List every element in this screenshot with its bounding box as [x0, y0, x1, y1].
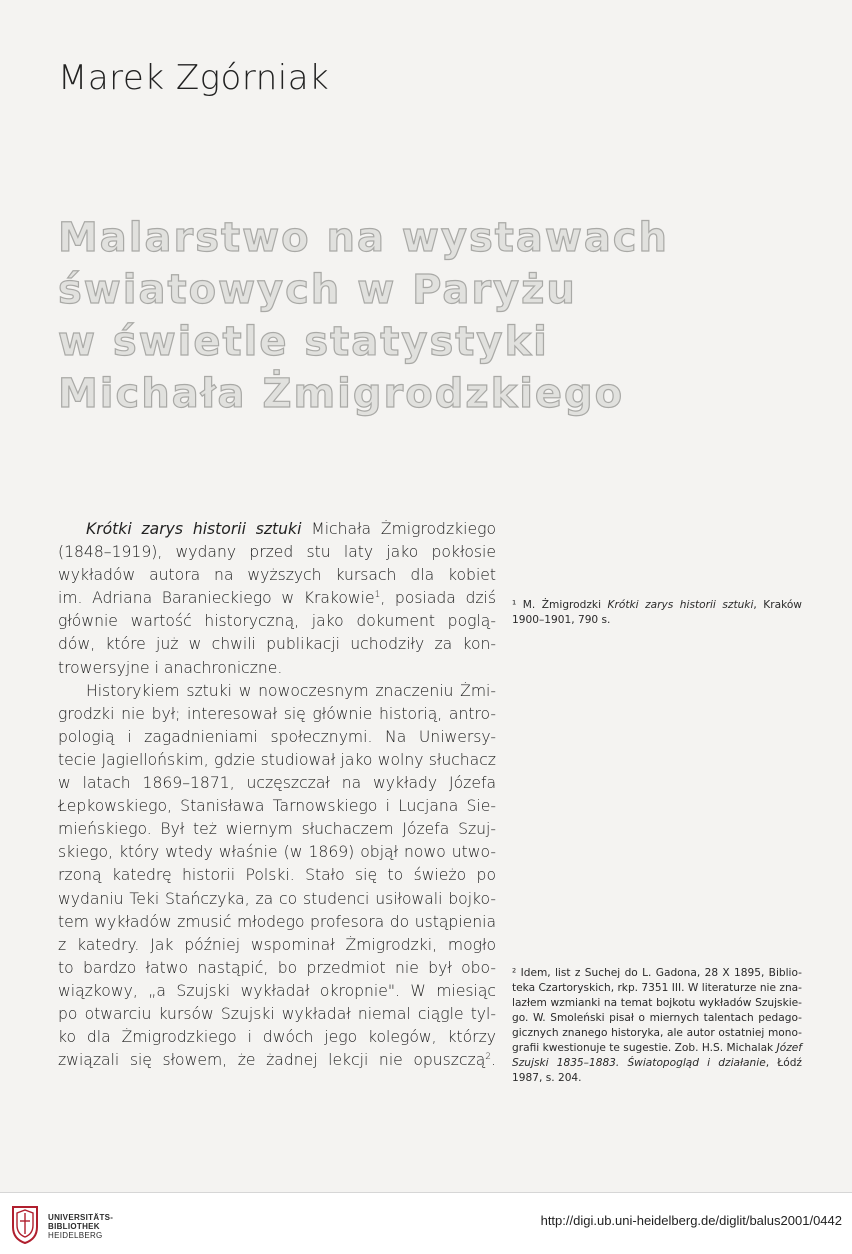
title-line: w świetle statystyki	[58, 319, 549, 365]
text-line: wydaniu Teki Stańczyka, za co studenci usiłowali bojko-	[58, 889, 496, 908]
text-line: tem wykładów zmusić młodego profesora do ustąpienia	[58, 912, 496, 931]
article-title	[58, 212, 698, 420]
text-fragment: .	[491, 1051, 496, 1070]
author-name: Marek Zgórniak	[58, 58, 330, 98]
book-title: Krótki zarys historii sztuki	[86, 520, 302, 538]
text-line: wiązkowy, „a Szujski wykładał okropnie". W miesiąc	[58, 981, 496, 1000]
main-text	[58, 518, 496, 1072]
book-title: Józef	[773, 1042, 802, 1054]
text-line: trowersyjne i anachroniczne.	[58, 658, 283, 677]
text-line	[58, 587, 496, 610]
footnote-line: lazłem wzmianki na temat bojkotu wykładów Szujskie-	[512, 997, 802, 1009]
book-title: Krótki zarys historii sztuki	[607, 599, 754, 611]
footnote-line: gicznych znanego historyka, ale autor ostatniej mono-	[512, 1027, 802, 1039]
text-line: grodzki nie był; interesował się głównie historią, antro-	[58, 704, 496, 723]
footnote-line: 1900–1901, 790 s.	[512, 614, 611, 626]
university-seal-icon	[10, 1203, 40, 1245]
text-line: skiego, który wtedy właśnie (w 1869) objął nowo utwo-	[58, 843, 496, 862]
text-fragment: im. Adriana Baranieckiego w Krakowie	[58, 589, 375, 608]
footnote-ref-1[interactable]: 1	[374, 590, 381, 601]
text-fragment: , Łódź	[765, 1057, 802, 1069]
text-line	[58, 518, 496, 541]
text-line: pologią i zagadnieniami społecznymi. Na Uniwersy-	[58, 727, 496, 746]
text-line: tecie Jagiellońskim, gdzie studiował jako wolny słuchacz	[58, 750, 496, 769]
text-line: ko dla Żmigrodzkiego i dwóch jego kolegów, którzy	[58, 1028, 496, 1047]
title-line: Michała Żmigrodzkiego	[58, 371, 625, 417]
footnote-line: 1987, s. 204.	[512, 1072, 582, 1084]
footnote-line: go. W. Smoleński pisał o miernych talentach pedago-	[512, 1012, 802, 1024]
text-line: w latach 1869–1871, uczęszczał na wykłady Józefa	[58, 774, 496, 793]
text-line: (1848–1919), wydany przed stu laty jako pokłosie	[58, 543, 496, 562]
text-line: wykładów autora na wyższych kursach dla kobiet	[58, 566, 496, 585]
text-line: głównie wartość historyczną, jako dokument poglą-	[58, 612, 496, 631]
text-line: to bardzo łatwo nastąpić, bo przedmiot nie był obo-	[58, 958, 496, 977]
digitization-footer	[0, 1192, 852, 1254]
text-line	[58, 1049, 496, 1072]
book-title: Szujski 1835–1883. Światopogląd i działanie	[512, 1057, 766, 1069]
title-line: światowych w Paryżu	[58, 267, 577, 313]
text-line: rzoną katedrę historii Polski. Stało się to świeżo po	[58, 866, 496, 885]
logo-text-line: UNIVERSITÄTS-	[48, 1213, 114, 1222]
logo-text-line: HEIDELBERG	[48, 1231, 103, 1240]
text-line: z katedry. Jak później wspominał Żmigrodzki, mogło	[58, 935, 496, 954]
title-line: Malarstwo na wystawach	[58, 215, 669, 261]
footnote-ref-2[interactable]: 2	[485, 1052, 492, 1063]
text-line: mieńskiego. Był też wiernym słuchaczem Józefa Szuj-	[58, 820, 496, 839]
footnote-line	[512, 598, 802, 613]
text-fragment: Michała Żmigrodzkiego	[301, 520, 496, 538]
text-line: Historykiem sztuki w nowoczesnym znaczeniu Żmi-	[86, 681, 496, 700]
text-fragment: związali się słowem, że żadnej lekcji nie opuszczą	[58, 1051, 486, 1070]
text-line: dów, które już w chwili publikacji uchodziły za kon-	[58, 635, 496, 654]
footnote-1	[512, 598, 802, 628]
library-logo[interactable]	[10, 1203, 170, 1245]
logo-wordmark	[48, 1213, 113, 1240]
text-fragment: grafii kwestionuje te sugestie. Zob. H.S. Michalak	[512, 1042, 774, 1054]
footnote-2	[512, 966, 802, 1086]
text-fragment: ¹ M. Żmigrodzki	[512, 599, 608, 611]
logo-text-line: BIBLIOTHEK	[48, 1222, 100, 1231]
text-line: po otwarciu kursów Szujski wykładał niemal ciągle tyl-	[58, 1004, 496, 1023]
footnote-line	[512, 1041, 802, 1056]
footnote-line: ² Idem, list z Suchej do L. Gadona, 28 X 1895, Biblio-	[512, 967, 802, 979]
permalink-url[interactable]: http://digi.ub.uni-heidelberg.de/diglit/balus2001/0442	[540, 1213, 842, 1228]
text-fragment: , Kraków	[753, 599, 802, 611]
text-fragment: , posiada dziś	[380, 589, 496, 608]
text-line: Łepkowskiego, Stanisława Tarnowskiego i Lucjana Sie-	[58, 797, 496, 816]
footnote-line	[512, 1056, 802, 1071]
footnote-line: teka Czartoryskich, rkp. 7351 III. W literaturze nie zna-	[512, 982, 802, 994]
